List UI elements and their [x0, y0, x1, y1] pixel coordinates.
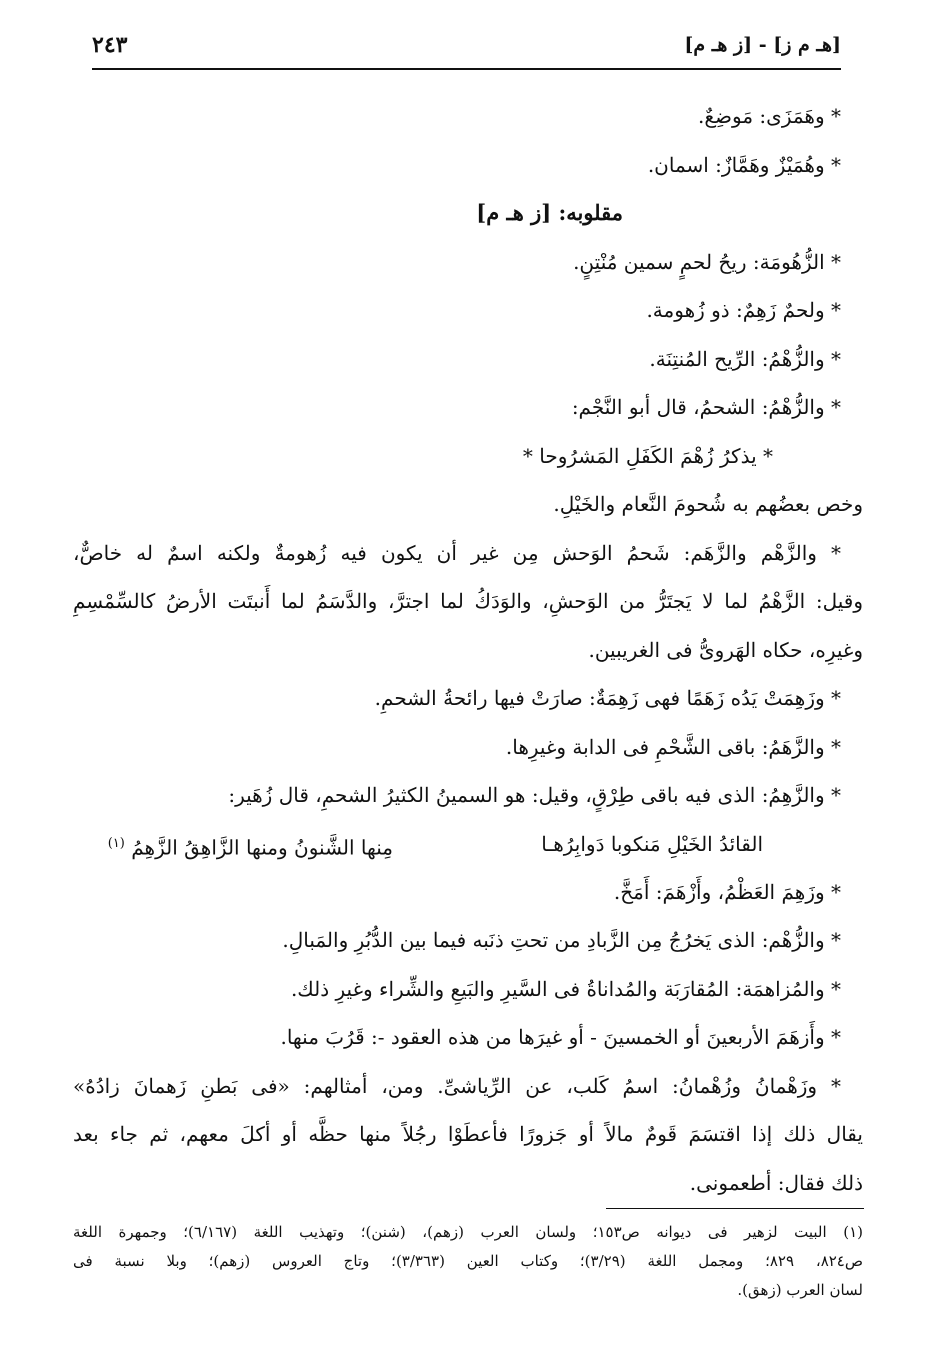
text-line: * وهَمَزَى: مَوضِعٌ.: [698, 104, 841, 128]
poem-verse: [73, 820, 863, 868]
footnote-line: لسان العرب (زهق).: [737, 1281, 863, 1299]
text-line: * الزُّهُومَة: ريحُ لحمٍ سمين مُنْتِنٍ.: [573, 249, 841, 274]
text-line: يقال ذلك إذا اقتسَمَ قَومٌ مالاً أو جَزورًا فأعطَوْا رجُلاً منها حظَّه أو أكلَ معهم، ثم جاء بعد: [73, 1122, 863, 1146]
text-line: * وزَهِمَ العَظْمُ، وأَزْهَمَ: أَمَخَّ.: [613, 879, 841, 904]
text-line: * والمُزاهمَة: المُقارَبَة والمُداناةُ فى السَّيرِ والبَيعِ والشِّراء وغيرِ ذلك.: [290, 976, 841, 1001]
text-line: * وزَهْمانُ وزُهْمانُ: اسمُ كَلب، عن الرِّياشىِّ. ومن، أمثالهم: «فى بَطنِ زَهمانَ زادُهُ»: [73, 1073, 841, 1098]
verse-second-hemistich: [108, 820, 393, 872]
text-line: وقيل: الزَّهْمُ لما لا يَجتَرُّ من الوَحشِ، والوَدَكُ لما اجترَّ، والدَّسَمُ لما أَنبتَت الأرضُ كالسِّمْسِمِ: [73, 589, 863, 613]
verse-quote: * يذكرُ زُهْمَ الكَفَلِ المَشرُوحا *: [522, 443, 773, 468]
text-line: * والزُّهْمُ: الشحمُ، قال أبو النَّجْم:: [571, 395, 841, 419]
text-line: * والزَّهِمُ: الذى فيه باقى طِرْقٍ، وقيل: هو السمينُ الكثيرُ الشحمِ، قال زُهَير:: [228, 783, 841, 807]
footnote-rule: [606, 1208, 864, 1209]
text-line: * ولحمٌ زَهِمٌ: ذو زُهومة.: [646, 298, 841, 322]
footnote-marker: (١): [107, 835, 125, 851]
footnote-line: ص٨٢٤، ٨٢٩؛ ومجمل اللغة (٣/٢٩)؛ وكتاب العين (٣/٣٦٣)؛ وتاج العروس (زهم)؛ وبلا نسبة فى: [73, 1252, 863, 1270]
text-line: * وزَهِمَتْ يَدُه زَهَمًا فهى زَهِمَةٌ: صارَتْ فيها رائحةُ الشحمِ.: [374, 686, 841, 710]
text-line: * وهُمَيْزٌ وهَمَّازٌ: اسمان.: [647, 152, 841, 177]
main-text: [73, 92, 863, 1207]
text-line: * والزَّهْم والزَّهَم: شَحمُ الوَحش مِن غير أن يكون فيه زُهومةٌ ولكنه اسمٌ له خاصٌّ،: [73, 540, 841, 565]
text-line: وغيرِه، حكاه الهَروىُّ فى الغريبين.: [588, 637, 863, 662]
page-number: ٢٤٣: [92, 32, 128, 58]
text-line: * وأَزهَمَ الأربعينَ أو الخمسينَ - أو غيرَها من هذه العقود -: قَرُبَ منها.: [280, 1025, 841, 1049]
header-rule: [92, 68, 841, 70]
page-header: [92, 30, 841, 70]
section-heading: مقلوبه: [ز هـ م]: [476, 200, 623, 225]
verse-first-hemistich: القائدُ الخَيْلِ مَنكوبا دَوابِرُهـا: [541, 831, 763, 856]
footnotes: [73, 1218, 863, 1305]
text-line: * والزُّهْمُ: الرِّيح المُنتِنَة.: [649, 346, 841, 371]
verse-second-text: مِنها الشَّنونُ ومنها الزَّاهِقُ الزَّهِمُ: [131, 835, 393, 860]
footnote-line: (١) البيت لزهير فى ديوانه ص١٥٣؛ ولسان العرب (زهم)، (شنن)؛ وتهذيب اللغة (٦/١٦٧)؛ وجمهرة اللغة: [73, 1223, 863, 1241]
text-line: وخص بعضُهم به شُحومَ النَّعام والخَيْلِ.: [553, 492, 863, 516]
text-line: ذلك فقال: أطعمونى.: [689, 1170, 863, 1195]
running-head: [هـ م ز] - [ز هـ م]: [684, 34, 841, 56]
text-line: * والزَّهَمُ: باقى الشَّحْمِ فى الدابة وغيرِها.: [505, 734, 841, 759]
text-line: * والزُّهْم: الذى يَخرُجُ مِن الزَّبادِ من تحتِ ذنَبه فيما بين الدُّبُرِ والمَبالِ.: [282, 928, 841, 952]
